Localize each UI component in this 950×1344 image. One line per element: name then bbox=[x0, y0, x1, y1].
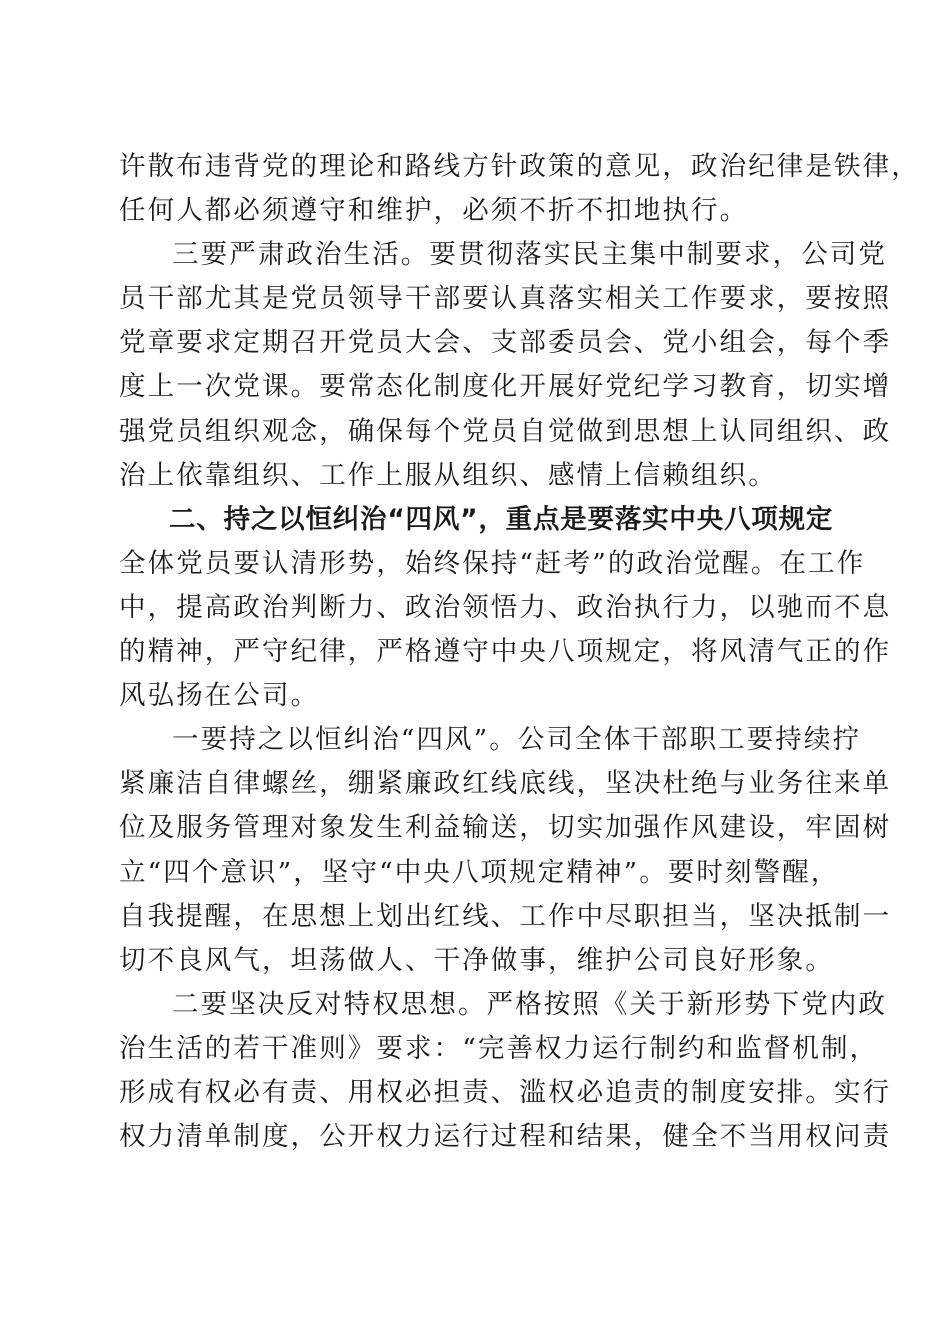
paragraph-oppose-privilege bbox=[119, 983, 892, 1159]
text-line: 切不良风气，坦荡做人、干净做事，维护公司良好形象。 bbox=[119, 944, 834, 976]
text-line: 员干部尤其是党员领导干部要认真落实相关工作要求，要按照 bbox=[119, 283, 892, 315]
text-line: 任何人都必须遵守和维护，必须不折不扣地执行。 bbox=[119, 195, 749, 227]
text-line: 全体党员要认清形势，始终保持“赶考”的政治觉醒。在工作 bbox=[119, 547, 866, 579]
paragraph-political-life bbox=[119, 233, 892, 498]
text-line: 位及服务管理对象发生利益输送，切实加强作风建设，牢固树 bbox=[119, 812, 892, 844]
text-line: 度上一次党课。要常态化制度化开展好党纪学习教育，切实增 bbox=[119, 371, 892, 403]
text-line: 紧廉洁自律螺丝，绷紧廉政红线底线，坚决杜绝与业务往来单 bbox=[119, 768, 892, 800]
text-line: 风弘扬在公司。 bbox=[119, 680, 320, 712]
text-line: 许散布违背党的理论和路线方针政策的意见，政治纪律是铁律， bbox=[119, 151, 920, 182]
text-line: 立“四个意识”，坚守“中央八项规定精神”。要时刻警醒， bbox=[119, 856, 840, 888]
text-line: 党章要求定期召开党员大会、支部委员会、党小组会，每个季 bbox=[119, 327, 892, 359]
text-line: 形成有权必有责、用权必担责、滥权必追责的制度安排。实行 bbox=[119, 1076, 892, 1108]
paragraph-section-intro bbox=[119, 542, 892, 718]
text-line: 权力清单制度，公开权力运行过程和结果，健全不当用权问责 bbox=[119, 1121, 892, 1153]
text-line: 中，提高政治判断力、政治领悟力、政治执行力，以驰而不息 bbox=[119, 591, 892, 623]
text-line: 自我提醒，在思想上划出红线、工作中尽职担当，坚决抵制一 bbox=[119, 900, 892, 932]
document-page bbox=[119, 145, 920, 1159]
text-line: 三要严肃政治生活。要贯彻落实民主集中制要求，公司党 bbox=[172, 239, 887, 271]
text-line: 二要坚决反对特权思想。严格按照《关于新形势下党内政 bbox=[172, 988, 887, 1020]
text-line: 一要持之以恒纠治“四风”。公司全体干部职工要持续拧 bbox=[172, 724, 862, 756]
text-line: 强党员组织观念，确保每个党员自觉做到思想上认同组织、政 bbox=[119, 415, 892, 447]
paragraph-political-discipline-end bbox=[119, 145, 920, 233]
text-line: 的精神，严守纪律，严格遵守中央八项规定，将风清气正的作 bbox=[119, 636, 892, 668]
text-line: 治上依靠组织、工作上服从组织、感情上信赖组织。 bbox=[119, 459, 777, 491]
paragraph-four-winds bbox=[119, 718, 892, 983]
section-heading: 二、持之以恒纠治“四风”，重点是要落实中央八项规定 bbox=[169, 503, 833, 535]
text-line: 治生活的若干准则》要求：“完善权力运行制约和监督机制， bbox=[119, 1032, 879, 1064]
